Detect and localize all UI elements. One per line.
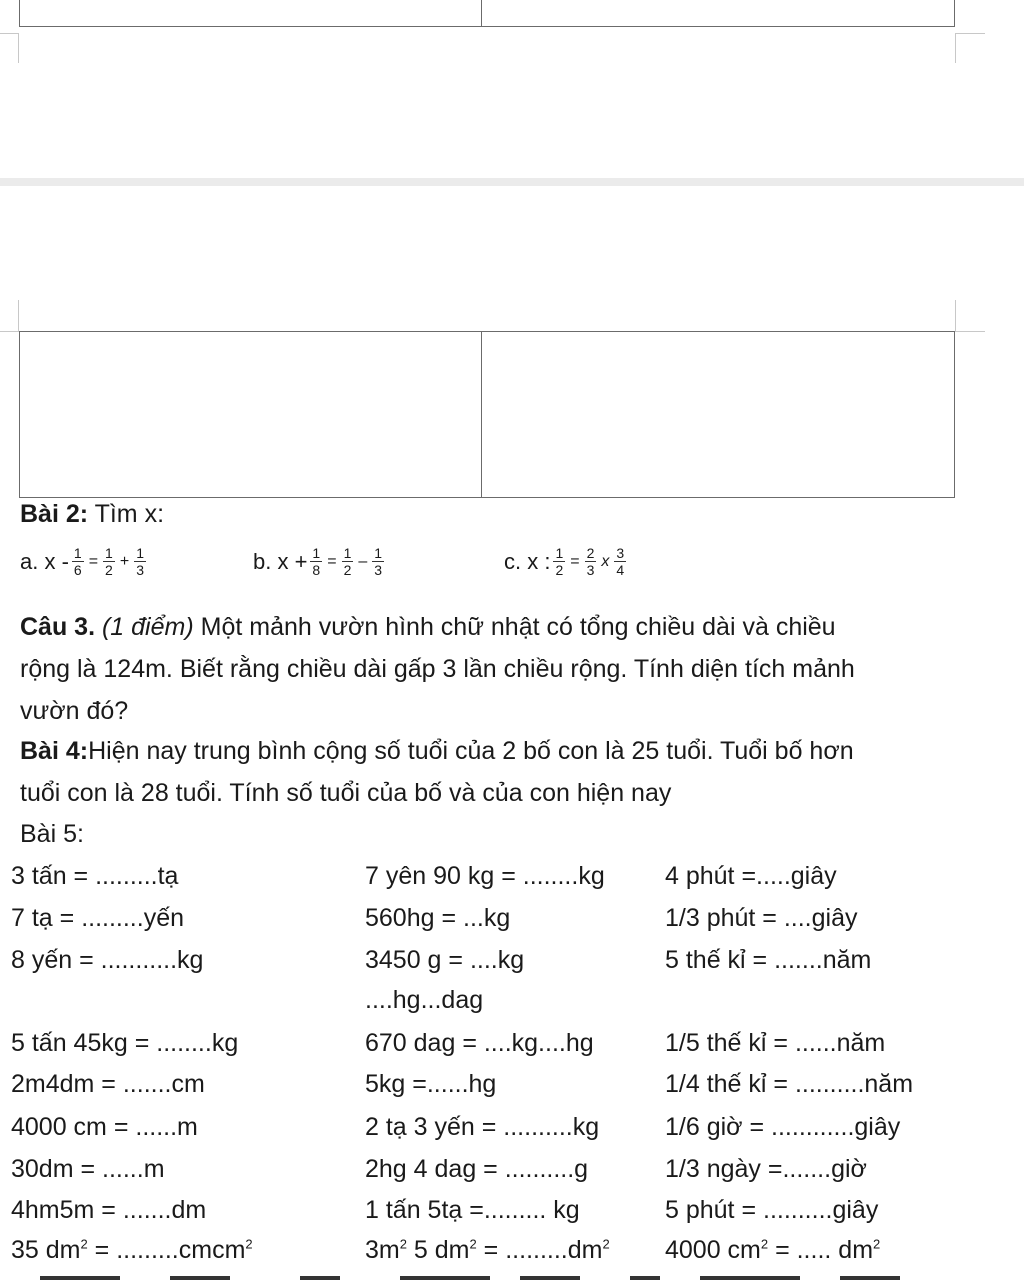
bai5-col2-item: 7 yên 90 kg = ........kg <box>365 862 605 890</box>
top-table-right-border <box>954 0 955 27</box>
bottom-cutoff-mark <box>300 1276 340 1280</box>
crop-mark-mid-left-h <box>0 331 19 332</box>
bai5-col2-item: 1 tấn 5tạ =......... kg <box>365 1196 580 1224</box>
bai5-col1-item: 30dm = ......m <box>11 1155 165 1183</box>
bai5-col2-item: 2 tạ 3 yến = ..........kg <box>365 1113 600 1141</box>
bottom-cutoff-mark <box>400 1276 490 1280</box>
empty-table <box>19 331 955 498</box>
bai5-col1-item: 2m4dm = .......cm <box>11 1070 205 1098</box>
bai5-col3-item: 1/5 thế kỉ = ......năm <box>665 1029 886 1057</box>
bai5-col1-item: 4000 cm = ......m <box>11 1113 198 1141</box>
crop-mark-mid-right-h <box>955 331 985 332</box>
crop-mark-top-left-v <box>18 33 19 63</box>
bottom-cutoff-mark <box>170 1276 230 1280</box>
bottom-cutoff-mark <box>40 1276 120 1280</box>
bai5-col2-item: 3450 g = ....kg <box>365 946 525 974</box>
top-table-mid-border <box>481 0 482 27</box>
bottom-cutoff-mark <box>700 1276 800 1280</box>
bai5-col3-item: 5 phút = ..........giây <box>665 1196 879 1224</box>
fraction: $\frac{1}{8}$ <box>312 545 321 578</box>
top-table-bottom-border <box>19 26 955 27</box>
bai2-a: a. x - $\frac{1}{6}$ = $\frac{1}{2}$ + $\frac{1}{3}$ <box>20 545 144 578</box>
fraction: $\frac{2}{3}$ <box>586 545 595 578</box>
bai5-col3-item: 4 phút =.....giây <box>665 862 837 890</box>
bai5-col2-item: 670 dag = ....kg....hg <box>365 1029 594 1057</box>
fraction: $\frac{1}{2}$ <box>343 545 352 578</box>
bai5-col2-item: 5kg =......hg <box>365 1070 497 1098</box>
crop-mark-mid-left-v <box>18 300 19 331</box>
fraction: $\frac{1}{2}$ <box>105 545 113 578</box>
bottom-cutoff-mark <box>520 1276 580 1280</box>
bai5-col3-item: 1/4 thế kỉ = ..........năm <box>665 1070 914 1098</box>
bai5-col1-item: 7 tạ = .........yến <box>11 904 185 932</box>
bai5-col1-item: 3 tấn = .........tạ <box>11 862 179 890</box>
bai5-col2-item: ....hg...dag <box>365 986 484 1014</box>
bai5-col1-item: 8 yến = ...........kg <box>11 946 204 974</box>
bai5-row-area-col1: 35 $dm^2$ = .........cmcm$^2$ <box>11 1236 253 1264</box>
fraction: $\frac{1}{3}$ <box>374 545 383 578</box>
bai2-heading: Bài 2: Tìm x: <box>20 500 165 528</box>
crop-mark-top-left-h <box>0 33 19 34</box>
bai5-col3-item: 1/6 giờ = ............giây <box>665 1113 901 1141</box>
fraction: $\frac{1}{3}$ <box>136 545 144 578</box>
bai5-heading: Bài 5: <box>20 820 84 848</box>
bai2-c: c. x : $\frac{1}{2}$ = $\frac{2}{3}$ x $\frac{3}{4}$ <box>504 545 625 578</box>
empty-table-divider <box>481 332 482 497</box>
fraction: $\frac{1}{6}$ <box>73 545 82 578</box>
top-table-left-border <box>19 0 20 27</box>
bai5-col1-item: 4hm5m = .......dm <box>11 1196 207 1224</box>
bai5-col3-item: 1/3 phút = ....giây <box>665 904 858 932</box>
crop-mark-mid-right-v <box>955 300 956 331</box>
bai2-b: b. x + $\frac{1}{8}$ = $\frac{1}{2}$ – $\frac{1}{3}$ <box>253 545 383 578</box>
bai5-row-area-col2: $3m^2$ 5 $dm^2 = .........dm^2$ <box>365 1236 610 1264</box>
bai5-col3-item: 1/3 ngày =.......giờ <box>665 1155 867 1183</box>
page-separator <box>0 178 1024 186</box>
fraction: $\frac{3}{4}$ <box>616 545 625 578</box>
bai5-col1-item: 5 tấn 45kg = ........kg <box>11 1029 239 1057</box>
bai5-row-area-col3: 4000 $cm^2$ = ..... $dm^2$ <box>665 1236 881 1264</box>
fraction: $\frac{1}{2}$ <box>555 545 564 578</box>
crop-mark-top-right-v <box>955 33 956 63</box>
bai5-col2-item: 560hg = ...kg <box>365 904 511 932</box>
bottom-cutoff-mark <box>630 1276 660 1280</box>
crop-mark-top-right-h <box>955 33 985 34</box>
bai4-text: Bài 4:Hiện nay trung bình cộng số tuổi của 2 bố con là 25 tuổi. Tuổi bố hơn tuổi con là 28 tuổi. Tính số tuổi của bố và của con hiện nay <box>20 737 854 807</box>
bai5-col2-item: 2hg 4 dag = ..........g <box>365 1155 589 1183</box>
bottom-cutoff-mark <box>840 1276 900 1280</box>
bai5-col3-item: 5 thế kỉ = .......năm <box>665 946 872 974</box>
cau3-text: Câu 3. (1 điểm) Một mảnh vườn hình chữ nhật có tổng chiều dài và chiều rộng là 124m. Biết rằng chiều dài gấp 3 lần chiều rộng. Tính diện tích mảnh vườn đó? <box>20 613 855 725</box>
